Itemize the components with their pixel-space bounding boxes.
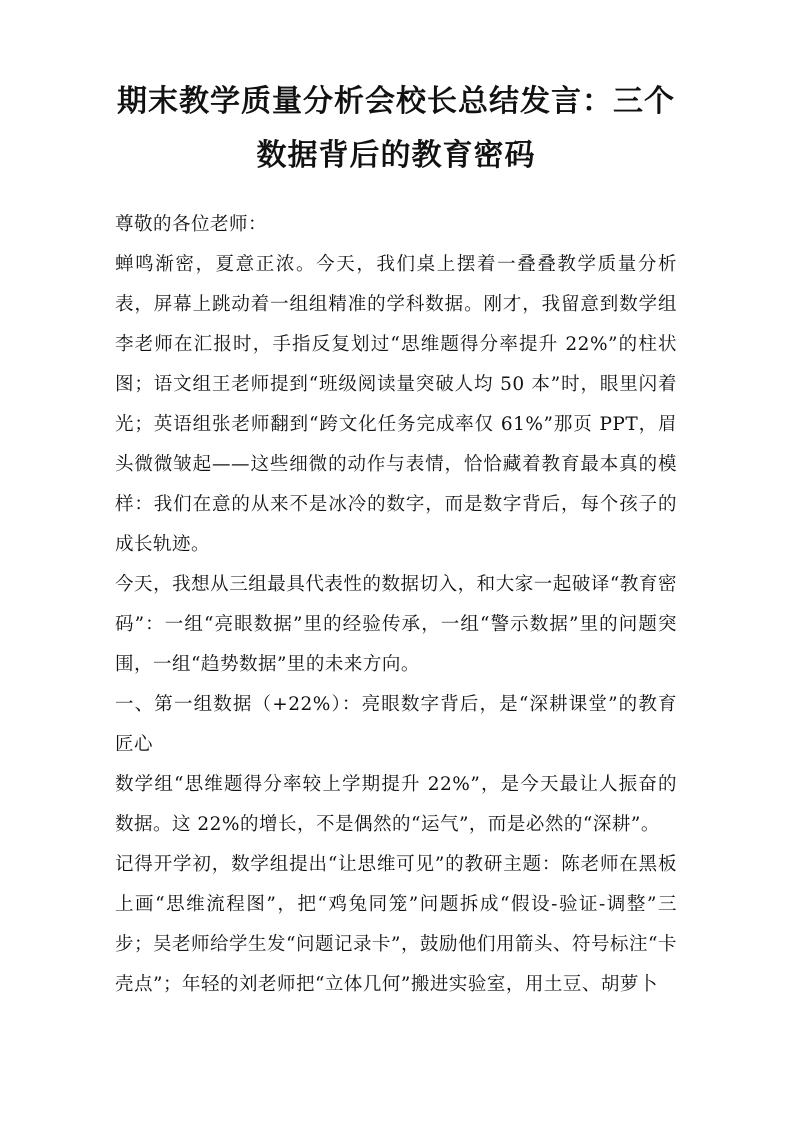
salutation-paragraph: 尊敬的各位老师： bbox=[115, 214, 268, 235]
body-paragraph: 数学组“思维题得分率较上学期提升 22%”，是今天最让人振奋的数据。这 22%的增长，不是偶然的“运气”，而是必然的“深耕”。 bbox=[115, 774, 677, 835]
document-body bbox=[115, 205, 677, 1005]
document-title: 期末教学质量分析会校长总结发言：三个数据背后的教育密码 bbox=[117, 84, 675, 173]
body-paragraph: 蝉鸣渐密，夏意正浓。今天，我们桌上摆着一叠叠教学质量分析表，屏幕上跳动着一组组精准的学科数据。刚才，我留意到数学组李老师在汇报时，手指反复划过“思维题得分率提升 22%”的柱状图；语文组王老师提到“班级阅读量突破人均 50 本”时，眼里闪着光；英语组张老师翻到“跨文化任务完成率仅 61%”那页 PPT，眉头微微皱起——这些细微的动作与表情，恰恰藏着教育最本真的模样：我们在意的从来不是冰冷的数字，而是数字背后，每个孩子的成长轨迹。 bbox=[115, 254, 677, 555]
section-heading: 一、第一组数据（+22%）：亮眼数字背后，是“深耕课堂”的教育匠心 bbox=[115, 694, 677, 755]
body-paragraph: 今天，我想从三组最具代表性的数据切入，和大家一起破译“教育密码”：一组“亮眼数据”里的经验传承，一组“警示数据”里的问题突围，一组“趋势数据”里的未来方向。 bbox=[115, 574, 677, 675]
body-paragraph: 记得开学初，数学组提出“让思维可见”的教研主题：陈老师在黑板上画“思维流程图”，把“鸡兔同笼”问题拆成“假设-验证-调整”三步；吴老师给学生发“问题记录卡”，鼓励他们用箭头、符号标注“卡壳点”；年轻的刘老师把“立体几何”搬进实验室，用土豆、胡萝卜 bbox=[115, 854, 677, 995]
